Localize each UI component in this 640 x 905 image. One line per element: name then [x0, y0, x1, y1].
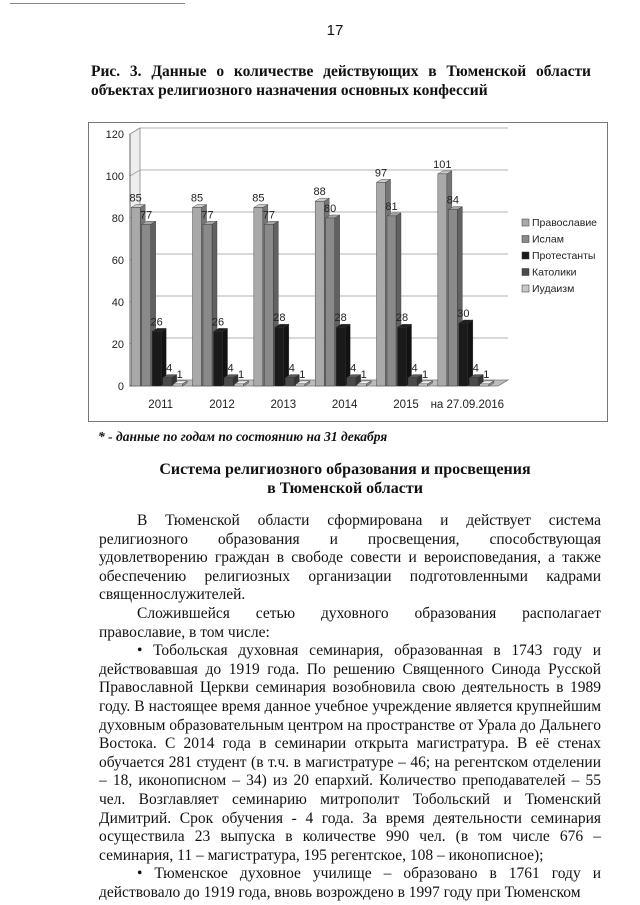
data-label: 4 [350, 362, 357, 375]
legend-swatch [522, 236, 529, 243]
data-label: 84 [446, 194, 459, 207]
data-label: 81 [385, 200, 398, 213]
page-number: 17 [326, 22, 344, 39]
data-label: 4 [227, 362, 234, 375]
bar [203, 224, 212, 386]
bar [235, 384, 244, 386]
data-label: 4 [411, 362, 418, 375]
bar [193, 208, 202, 387]
legend-label: Ислам [532, 233, 564, 246]
bar [326, 218, 335, 386]
data-label: 77 [201, 209, 214, 222]
bar [398, 327, 407, 386]
body-text [99, 512, 601, 902]
bar [131, 208, 140, 387]
data-label: 28 [395, 312, 409, 325]
data-label: 88 [313, 186, 326, 199]
bar [163, 378, 172, 386]
bar [224, 378, 233, 386]
bar [264, 224, 273, 386]
data-label: 80 [324, 203, 337, 215]
legend-swatch [522, 269, 529, 276]
data-label: 26 [150, 316, 163, 329]
y-tick-label: 100 [105, 171, 124, 183]
data-label: 85 [129, 192, 142, 205]
y-tick-label: 0 [117, 381, 124, 393]
data-label: 4 [288, 362, 295, 375]
data-label: 4 [166, 362, 173, 375]
legend-label: Иудаизм [532, 283, 575, 295]
bar [275, 327, 284, 386]
bar [347, 378, 356, 386]
bar [357, 384, 366, 386]
legend-swatch [522, 285, 529, 292]
bar [315, 201, 324, 386]
bar [448, 210, 457, 386]
x-category-label: на 27.09.2016 [430, 399, 505, 411]
bar [469, 378, 478, 386]
data-label: 1 [360, 368, 367, 381]
top-rule [10, 3, 185, 4]
y-tick-label: 120 [105, 129, 124, 141]
x-category-label: 2014 [331, 399, 358, 411]
data-label: 28 [334, 312, 347, 325]
bar [214, 331, 223, 386]
data-label: 97 [374, 167, 388, 180]
bar [173, 384, 182, 386]
bar [387, 216, 396, 386]
data-label: 1 [299, 368, 306, 381]
bar [419, 384, 428, 386]
paragraph-intro: В Тюменской области сформирована и действует система религиозного образования и просвещения, способствующая удовлетворению граждан в свободе совести и вероисповедания, а также обеспечению религиозных организации подготовленными кадрами священнослужителей. [99, 512, 601, 604]
paragraph-tyumen-school: • Тюменское духовное училище – образовано в 1761 году и действовало до 1919 года, вновь возрождено в 1997 году при Тюменском [99, 865, 601, 901]
figure-caption: Рис. 3. Данные о количестве действующих в Тюменской области объектах религиозного назначения основных конфессий [91, 63, 591, 99]
data-label: 28 [273, 312, 286, 325]
bar [152, 331, 161, 386]
bar [377, 182, 386, 386]
x-category-label: 2011 [148, 399, 174, 411]
y-tick-label: 80 [111, 213, 124, 225]
data-label: 85 [190, 192, 204, 205]
data-label: 1 [483, 368, 490, 381]
bar [296, 384, 305, 386]
section-heading [90, 460, 600, 498]
bar [408, 378, 417, 386]
bar [336, 327, 345, 386]
data-label: 1 [237, 368, 245, 381]
paragraph-tobolsk-seminary: • Тобольская духовная семинария, образованная в 1743 году и действовавшая до 1919 года. По решению Священного Синода Русской Православной Церкви семинария возобновила свою деятельность в 1989 году. В настоящее время данное учебное учреждение является крупнейшим духовным образовательным центром на пространстве от Урала до Дальнего Востока. С 2014 года в семинарии открыта магистратура. В её стенах обучается 281 студент (в т.ч. в магистратуре – 46; на регентском отделении – 18, иконописном – 34) из 20 епархий. Количество преподавателей – 55 чел. Возглавляет семинарию митрополит Тобольский и Тюменский Димитрий. Срок обучения - 4 года. За время деятельности семинария осуществила 23 выпуска в количестве 990 чел. (в том числе 676 – семинария, 11 – магистратура, 195 регентское, 108 – иконописное); [99, 642, 601, 864]
data-label: 30 [457, 308, 470, 320]
data-label: 101 [433, 158, 452, 171]
chart-footnote: * - данные по годам по состоянию на 31 декабря [98, 429, 388, 444]
legend-label: Протестанты [532, 250, 596, 262]
data-label: 4 [472, 362, 479, 375]
x-category-label: 2012 [209, 399, 235, 411]
data-label: 1 [421, 368, 429, 381]
data-label: 26 [211, 316, 225, 329]
legend-label: Католики [532, 266, 577, 279]
y-tick-label: 40 [111, 297, 124, 309]
bar [254, 208, 263, 387]
bar [480, 384, 489, 386]
religious-objects-chart [88, 122, 608, 422]
data-label: 1 [176, 368, 183, 381]
legend-swatch [522, 219, 529, 226]
paragraph-network: Сложившейся сетью духовного образования располагает православие, в том числе: [99, 604, 601, 641]
section-heading-line-2: в Тюменской области [267, 480, 423, 497]
legend-label: Православие [532, 217, 598, 229]
data-label: 85 [252, 192, 265, 205]
legend-swatch [522, 252, 529, 259]
x-category-label: 2015 [393, 399, 419, 411]
y-tick-label: 60 [111, 255, 124, 267]
data-label: 77 [140, 209, 153, 222]
x-category-label: 2013 [270, 399, 297, 411]
bar [142, 224, 151, 386]
data-label: 77 [262, 209, 275, 222]
bar [438, 174, 447, 386]
bar [459, 323, 468, 386]
bar [285, 378, 294, 386]
section-heading-line-1: Система религиозного образования и просвещения [159, 461, 531, 478]
y-tick-label: 20 [111, 339, 124, 351]
